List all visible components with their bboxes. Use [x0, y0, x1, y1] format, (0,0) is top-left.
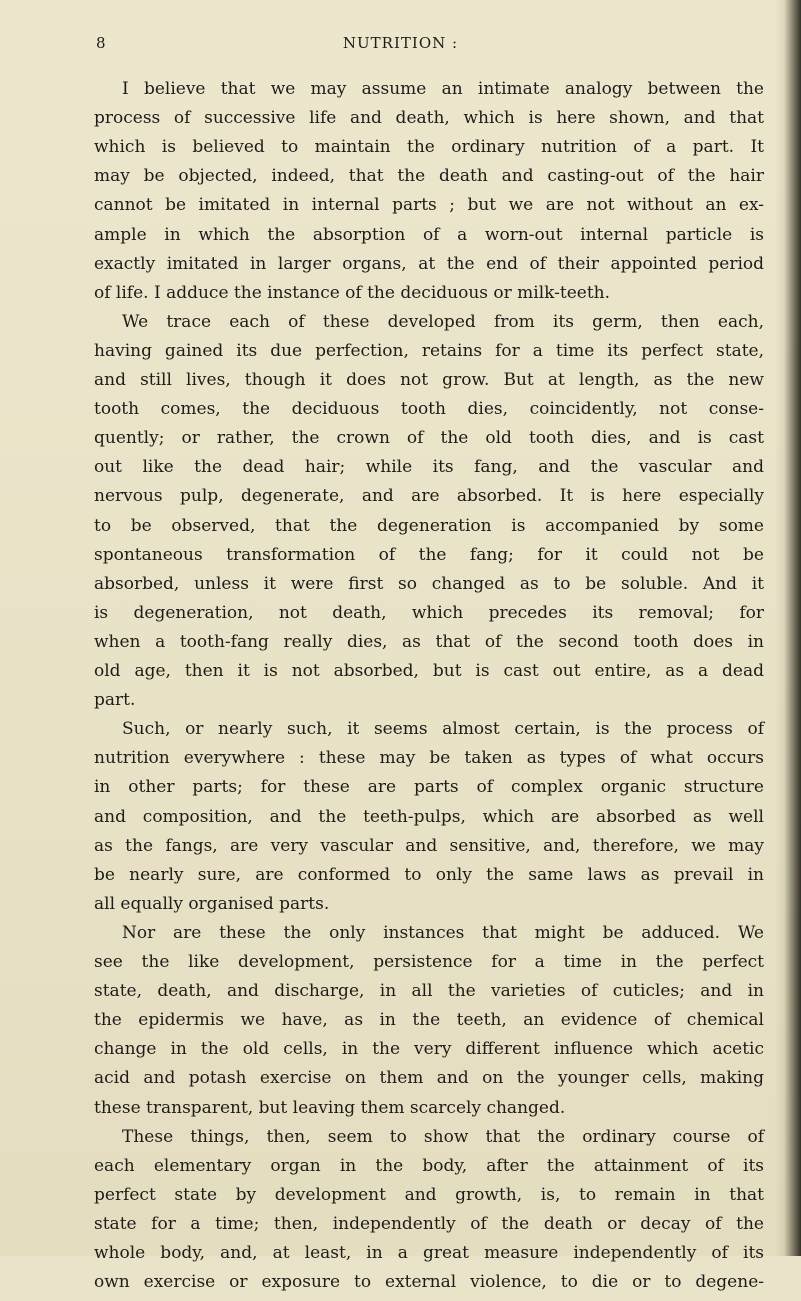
text-line: own exercise or exposure to external violence, to die or to degene-: [94, 1272, 764, 1293]
text-line: all equally organised parts.: [94, 893, 330, 914]
text-line: the epidermis we have, as in the teeth, an evidence of chemical: [94, 1010, 764, 1031]
text-line: having gained its due perfection, retains for a time its perfect state,: [94, 340, 764, 361]
text-line: I believe that we may assume an intimate analogy between the: [122, 79, 764, 99]
text-line: quently; or rather, the crown of the old tooth dies, and is cast: [94, 428, 764, 449]
text-line: acid and potash exercise on them and on the younger cells, making: [94, 1068, 764, 1089]
text-line: state, death, and discharge, in all the varieties of cuticles; and in: [94, 981, 764, 1002]
page-header: [0, 34, 801, 60]
text-line: when a tooth-fang really dies, as that of the second tooth does in: [94, 631, 764, 652]
text-line: nutrition everywhere : these may be taken as types of what occurs: [94, 748, 764, 769]
text-line: in other parts; for these are parts of complex organic structure: [94, 777, 764, 798]
text-line: ample in which the absorption of a worn-out internal particle is: [94, 224, 764, 245]
text-line: process of successive life and death, which is here shown, and that: [94, 108, 764, 129]
running-head: NUTRITION :: [342, 34, 459, 52]
text-line: may be objected, indeed, that the death and casting-out of the hair: [94, 166, 764, 187]
text-line: whole body, and, at least, in a great measure independently of its: [94, 1243, 764, 1263]
text-line: change in the old cells, in the very different influence which acetic: [94, 1039, 764, 1060]
page-number: 8: [96, 34, 106, 52]
text-line: each elementary organ in the body, after the attainment of its: [94, 1155, 764, 1176]
text-line: and still lives, though it does not grow. But at length, as the new: [94, 370, 764, 390]
text-line: spontaneous transformation of the fang; for it could not be: [94, 544, 764, 565]
text-line: We trace each of these developed from its germ, then each,: [122, 311, 764, 332]
text-line: These things, then, seem to show that the ordinary course of: [122, 1126, 764, 1147]
text-line: Nor are these the only instances that might be adduced. We: [122, 922, 764, 943]
text-line: state for a time; then, independently of the death or decay of the: [94, 1213, 764, 1234]
text-line: out like the dead hair; while its fang, and the vascular and: [94, 457, 764, 478]
text-line: Such, or nearly such, it seems almost certain, is the process of: [122, 719, 764, 740]
text-line: is degeneration, not death, which precedes its removal; for: [94, 602, 764, 623]
text-line: and composition, and the teeth-pulps, which are absorbed as well: [94, 806, 764, 827]
text-line: as the fangs, are very vascular and sensitive, and, therefore, we may: [94, 835, 764, 856]
text-line: tooth comes, the deciduous tooth dies, coincidently, not conse-: [94, 399, 764, 420]
text-line: see the like development, persistence for a time in the perfect: [94, 952, 764, 972]
text-line: which is believed to maintain the ordinary nutrition of a part. It: [94, 137, 764, 158]
text-line: perfect state by development and growth, is, to remain in that: [94, 1184, 764, 1205]
text-line: cannot be imitated in internal parts ; but we are not without an ex-: [94, 195, 764, 216]
text-line: part.: [94, 690, 136, 711]
text-line: of life. I adduce the instance of the deciduous or milk-teeth.: [94, 282, 611, 303]
text-line: to be observed, that the degeneration is accompanied by some: [94, 515, 764, 536]
page-edge-shadow: [775, 0, 801, 1256]
text-line: old age, then it is not absorbed, but is cast out entire, as a dead: [94, 661, 764, 681]
text-line: exactly imitated in larger organs, at the end of their appointed period: [94, 253, 764, 274]
text-line: these transparent, but leaving them scarcely changed.: [94, 1097, 566, 1118]
text-line: absorbed, unless it were first so changed as to be soluble. And it: [94, 573, 764, 594]
text-line: be nearly sure, are conformed to only the same laws as prevail in: [94, 864, 764, 885]
text-line: nervous pulp, degenerate, and are absorbed. It is here especially: [94, 486, 764, 507]
